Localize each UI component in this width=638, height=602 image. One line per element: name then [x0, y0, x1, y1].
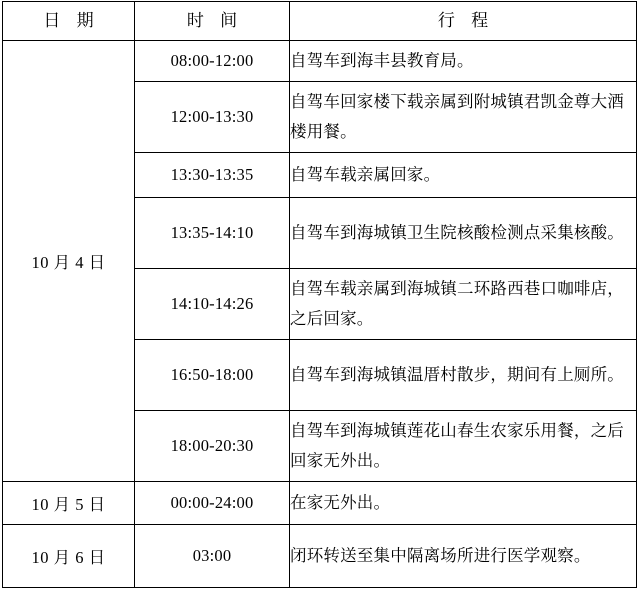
trip-cell: 自驾车到海丰县教育局。 — [290, 41, 637, 82]
time-cell: 00:00-24:00 — [135, 482, 290, 525]
table-header-row — [3, 2, 637, 41]
trip-cell: 自驾车到海城镇温厝村散步，期间有上厕所。 — [290, 340, 637, 411]
trip-cell: 闭环转送至集中隔离场所进行医学观察。 — [290, 525, 637, 588]
time-cell: 13:30-13:35 — [135, 153, 290, 198]
date-cell-oct-4: 10 月 4 日 — [3, 41, 135, 482]
date-cell-oct-5: 10 月 5 日 — [3, 482, 135, 525]
time-cell: 08:00-12:00 — [135, 41, 290, 82]
time-cell: 16:50-18:00 — [135, 340, 290, 411]
trip-cell: 自驾车回家楼下载亲属到附城镇君凯金尊大酒楼用餐。 — [290, 82, 637, 153]
table-row — [3, 525, 637, 588]
trip-cell: 在家无外出。 — [290, 482, 637, 525]
table-row — [3, 482, 637, 525]
trip-cell: 自驾车载亲属到海城镇二环路西巷口咖啡店，之后回家。 — [290, 269, 637, 340]
time-cell: 12:00-13:30 — [135, 82, 290, 153]
trip-cell: 自驾车载亲属回家。 — [290, 153, 637, 198]
trip-cell: 自驾车到海城镇卫生院核酸检测点采集核酸。 — [290, 198, 637, 269]
table-row — [3, 41, 637, 82]
column-header-trip: 行 程 — [290, 2, 637, 41]
date-cell-oct-6: 10 月 6 日 — [3, 525, 135, 588]
time-cell: 18:00-20:30 — [135, 411, 290, 482]
column-header-time: 时 间 — [135, 2, 290, 41]
column-header-date: 日 期 — [3, 2, 135, 41]
trip-cell: 自驾车到海城镇莲花山春生农家乐用餐，之后回家无外出。 — [290, 411, 637, 482]
itinerary-table — [2, 1, 637, 588]
table-body — [3, 41, 637, 588]
time-cell: 13:35-14:10 — [135, 198, 290, 269]
time-cell: 03:00 — [135, 525, 290, 588]
table-header — [3, 2, 637, 41]
time-cell: 14:10-14:26 — [135, 269, 290, 340]
